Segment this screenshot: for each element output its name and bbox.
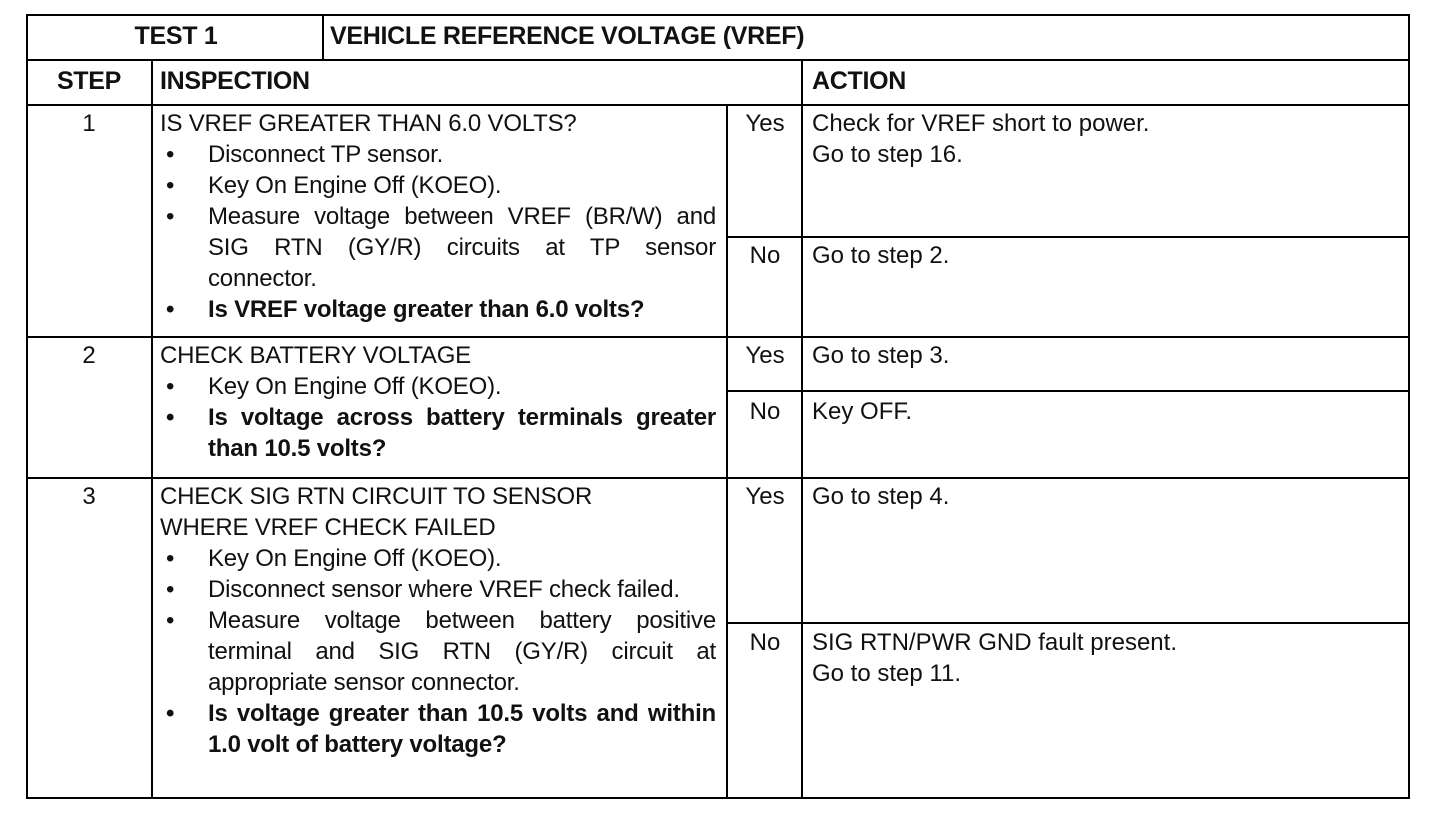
- bullet-item: [160, 605, 716, 698]
- question-item: [160, 698, 716, 760]
- row-1-bottom-rule: [28, 336, 1408, 338]
- bullet-text: Key On Engine Off (KOEO).: [208, 373, 502, 400]
- bullet-item: [160, 139, 716, 170]
- question-text: Is voltage greater than 10.5 volts and within 1.0 volt of battery voltage?: [208, 700, 716, 758]
- bullet-text: Key On Engine Off (KOEO).: [208, 172, 502, 199]
- test-number-cell: [28, 16, 324, 60]
- yes-action: [812, 340, 1392, 371]
- step-3-inspection: [160, 481, 716, 760]
- bullet-icon: •: [166, 576, 175, 603]
- bullet-icon: •: [166, 203, 175, 230]
- bullet-text: Key On Engine Off (KOEO).: [208, 545, 502, 572]
- inspection-header-label: INSPECTION: [160, 67, 310, 95]
- step-column-rule: [151, 59, 153, 799]
- action-line: Go to step 4.: [812, 483, 950, 510]
- step-column-header: [28, 62, 150, 104]
- action-header-label: ACTION: [812, 67, 907, 95]
- no-label: No: [749, 398, 781, 425]
- bullet-icon: •: [166, 296, 175, 323]
- action-column-header: [812, 62, 1392, 104]
- step-2-inspection: [160, 340, 716, 464]
- action-line: Go to step 2.: [812, 242, 950, 269]
- bullet-item: [160, 543, 716, 574]
- yes-label: Yes: [745, 342, 785, 369]
- row-3-yes-no-rule: [726, 622, 1408, 624]
- bullet-text: Disconnect TP sensor.: [208, 141, 444, 168]
- step-number: 1: [82, 110, 96, 137]
- bullet-text: Disconnect sensor where VREF check failed.: [208, 576, 680, 603]
- test-title-cell: [330, 16, 1408, 60]
- bullet-icon: •: [166, 545, 175, 572]
- bullet-icon: •: [166, 404, 175, 431]
- step-title: IS VREF GREATER THAN 6.0 VOLTS?: [160, 110, 577, 137]
- bullet-icon: •: [166, 607, 175, 634]
- bullet-item: [160, 574, 716, 605]
- question-text: Is voltage across battery terminals greater than 10.5 volts?: [208, 404, 716, 462]
- column-header-bottom-rule: [28, 104, 1408, 106]
- step-1-inspection: [160, 108, 716, 325]
- action-line: Go to step 16.: [812, 141, 963, 168]
- bullet-item: [160, 201, 716, 294]
- bullet-item: [160, 170, 716, 201]
- action-line: Key OFF.: [812, 398, 913, 425]
- step-number: 3: [82, 483, 96, 510]
- test-number: TEST 1: [134, 22, 218, 50]
- bullet-text: Measure voltage between battery positive terminal and SIG RTN (GY/R) circuit at appropriate sensor connector.: [208, 607, 716, 696]
- question-text: Is VREF voltage greater than 6.0 volts?: [208, 296, 645, 323]
- action-column-rule: [801, 59, 803, 799]
- question-item: [160, 402, 716, 464]
- test-title: VEHICLE REFERENCE VOLTAGE (VREF): [330, 22, 805, 50]
- no-action: [812, 627, 1392, 689]
- action-line: Go to step 11.: [812, 660, 961, 687]
- inspection-column-header: [160, 62, 760, 104]
- yes-label: Yes: [745, 110, 785, 137]
- action-line: Check for VREF short to power.: [812, 110, 1150, 137]
- step-title: CHECK SIG RTN CIRCUIT TO SENSOR WHERE VREF CHECK FAILED: [160, 483, 593, 541]
- bullet-text: Measure voltage between VREF (BR/W) and SIG RTN (GY/R) circuits at TP sensor connector.: [208, 203, 716, 292]
- no-label: No: [749, 629, 781, 656]
- yes-no-column-rule: [726, 104, 728, 799]
- bullet-icon: •: [166, 141, 175, 168]
- step-number: 2: [82, 342, 96, 369]
- bullet-icon: •: [166, 172, 175, 199]
- row-1-yes-no-rule: [726, 236, 1408, 238]
- no-label: No: [749, 242, 781, 269]
- no-action: [812, 396, 1392, 427]
- row-2-yes-no-rule: [726, 390, 1408, 392]
- question-item: [160, 294, 716, 325]
- row-2-bottom-rule: [28, 477, 1408, 479]
- yes-action: [812, 108, 1392, 170]
- bullet-item: [160, 371, 716, 402]
- action-line: SIG RTN/PWR GND fault present.: [812, 629, 1177, 656]
- header-divider: [322, 16, 324, 60]
- bullet-icon: •: [166, 373, 175, 400]
- bullet-icon: •: [166, 700, 175, 727]
- no-action: [812, 240, 1392, 271]
- action-line: Go to step 3.: [812, 342, 950, 369]
- diagnostic-table: [26, 14, 1410, 799]
- yes-action: [812, 481, 1392, 512]
- yes-label: Yes: [745, 483, 785, 510]
- step-header-label: STEP: [56, 67, 122, 95]
- step-title: CHECK BATTERY VOLTAGE: [160, 342, 471, 369]
- header-bottom-rule: [28, 59, 1408, 61]
